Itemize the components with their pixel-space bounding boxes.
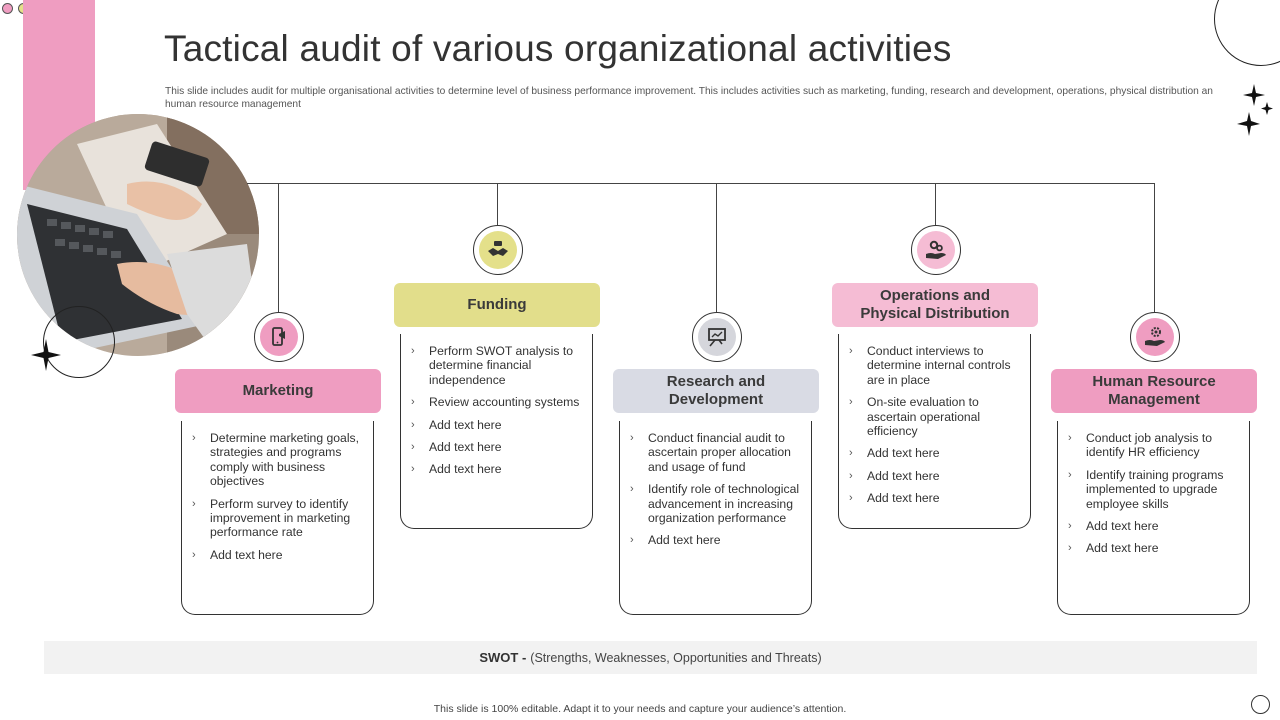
list-item: › Add text here (630, 533, 721, 548)
research-header: Research and Development (613, 369, 819, 413)
sparkle-icon (30, 338, 62, 372)
footnote: This slide is 100% editable. Adapt it to your needs and capture your audience’s attention. (433, 703, 847, 715)
list-item: › Conduct financial audit to ascertain proper allocation and usage of fund (630, 431, 791, 474)
list-item: › Add text here (849, 446, 940, 461)
list-item: › Conduct job analysis to identify HR efficiency (1068, 431, 1213, 460)
connector-line (497, 183, 498, 225)
list-item: › Perform SWOT analysis to determine financial independence (411, 344, 574, 387)
operations-icon-circle (911, 225, 961, 275)
mobile-megaphone-icon (268, 326, 290, 348)
hr-header: Human Resource Management (1051, 369, 1257, 413)
connector-line (247, 183, 1155, 184)
handshake-money-icon (486, 239, 510, 261)
list-item: › Add text here (411, 417, 502, 432)
list-item: › Add text here (849, 468, 940, 483)
list-item: › Add text here (192, 547, 283, 562)
research-icon-circle (692, 312, 742, 362)
list-item: › Add text here (411, 462, 502, 477)
presentation-board-icon (706, 326, 728, 348)
funding-icon-circle (473, 225, 523, 275)
slide-title: Tactical audit of various organizational activities (164, 28, 952, 69)
list-item: › Add text here (1068, 519, 1159, 534)
connector-line (278, 183, 279, 312)
swot-label: SWOT - (479, 650, 527, 665)
list-item: › Identify training programs implemented to upgrade employee skills (1068, 467, 1224, 511)
decor-ring (1214, 0, 1280, 66)
list-item: › Conduct interviews to determine internal controls are in place (849, 344, 1011, 387)
marketing-header: Marketing (175, 369, 381, 413)
list-item: › Add text here (1068, 541, 1159, 556)
hr-icon-circle (1130, 312, 1180, 362)
list-item: › Determine marketing goals, strategies and programs comply with business objectives (192, 431, 360, 489)
list-item: › Review accounting systems (411, 395, 580, 410)
swot-text: (Strengths, Weaknesses, Opportunities and Threats) (530, 650, 822, 665)
connector-line (1154, 183, 1155, 312)
research-card (619, 421, 812, 615)
sparkle-icon (1232, 82, 1278, 140)
marketing-icon-circle (254, 312, 304, 362)
hr-card (1057, 421, 1250, 615)
slide-subtitle: This slide includes audit for multiple organisational activities to determine level of business performance improvement. This includes activities such as marketing, funding, research and development, operations, physical distribution an human resource management (165, 86, 1213, 110)
funding-card (400, 334, 593, 529)
connector-line (935, 183, 936, 225)
decor-ring (1251, 695, 1270, 714)
list-item: › Add text here (849, 491, 940, 506)
decor-dot (2, 3, 13, 14)
connector-line (716, 183, 717, 312)
swot-bar (44, 641, 1257, 674)
list-item: › Add text here (411, 440, 502, 455)
funding-header: Funding (394, 283, 600, 327)
list-item: › Identify role of technological advancement in increasing organization performance (630, 482, 800, 526)
operations-card (838, 334, 1031, 529)
operations-header: Operations and Physical Distribution (832, 283, 1038, 327)
list-item: › On-site evaluation to ascertain operational efficiency (849, 395, 981, 439)
marketing-card (181, 421, 374, 615)
list-item: › Perform survey to identify improvement in marketing performance rate (192, 496, 351, 540)
hand-gears-icon (924, 239, 948, 261)
hand-gear-person-icon (1143, 326, 1167, 348)
